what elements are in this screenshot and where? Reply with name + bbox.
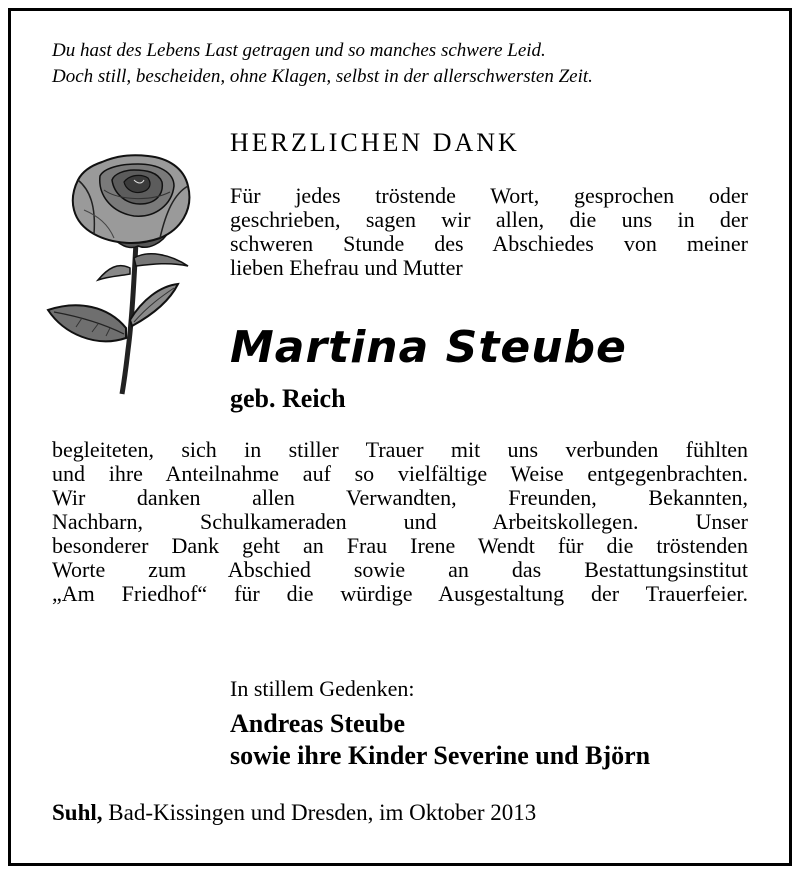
intro-line: lieben Ehefrau und Mutter: [230, 255, 463, 280]
intro-line: geschrieben, sagen wir allen, die uns in der: [230, 207, 748, 232]
signers: [230, 708, 650, 772]
body-line: „Am Friedhof“ für die würdige Ausgestaltung der Trauerfeier.: [52, 581, 748, 606]
intro-line: schweren Stunde des Abschiedes von meiner: [230, 231, 748, 256]
heading: HERZLICHEN DANK: [230, 128, 520, 157]
body-line: begleiteten, sich in stiller Trauer mit uns verbunden fühlten: [52, 437, 748, 462]
body-line: Nachbarn, Schulkameraden und Arbeitskollegen. Unser: [52, 509, 748, 534]
body-line: Wir danken allen Verwandten, Freunden, Bekannten,: [52, 485, 748, 510]
body-line: besonderer Dank geht an Frau Irene Wendt für die tröstenden: [52, 533, 748, 558]
body-line: und ihre Anteilnahme auf so vielfältige Weise entgegenbrachten.: [52, 461, 748, 486]
body-text: [52, 438, 748, 606]
signer-line-2: sowie ihre Kinder Severine und Björn: [230, 741, 651, 770]
quote-line-1: Du hast des Lebens Last getragen und so manches schwere Leid.: [52, 40, 546, 61]
intro-text: [230, 184, 748, 280]
place-date: [52, 800, 536, 826]
body-line: Worte zum Abschied sowie an das Bestattungsinstitut: [52, 557, 748, 582]
rose-icon: [38, 150, 216, 400]
intro-line: Für jedes tröstende Wort, gesprochen oder: [230, 183, 748, 208]
deceased-name: Martina Steube: [230, 322, 627, 373]
signer-line-1: Andreas Steube: [230, 709, 406, 738]
place-city: Suhl,: [52, 800, 103, 825]
quote-line-2: Doch still, bescheiden, ohne Klagen, selbst in der allerschwersten Zeit.: [52, 66, 593, 87]
memorial-quote: [52, 38, 752, 90]
memory-line: In stillem Gedenken:: [230, 676, 415, 701]
maiden-name: geb. Reich: [230, 384, 346, 413]
place-rest: Bad-Kissingen und Dresden, im Oktober 2013: [102, 800, 537, 825]
